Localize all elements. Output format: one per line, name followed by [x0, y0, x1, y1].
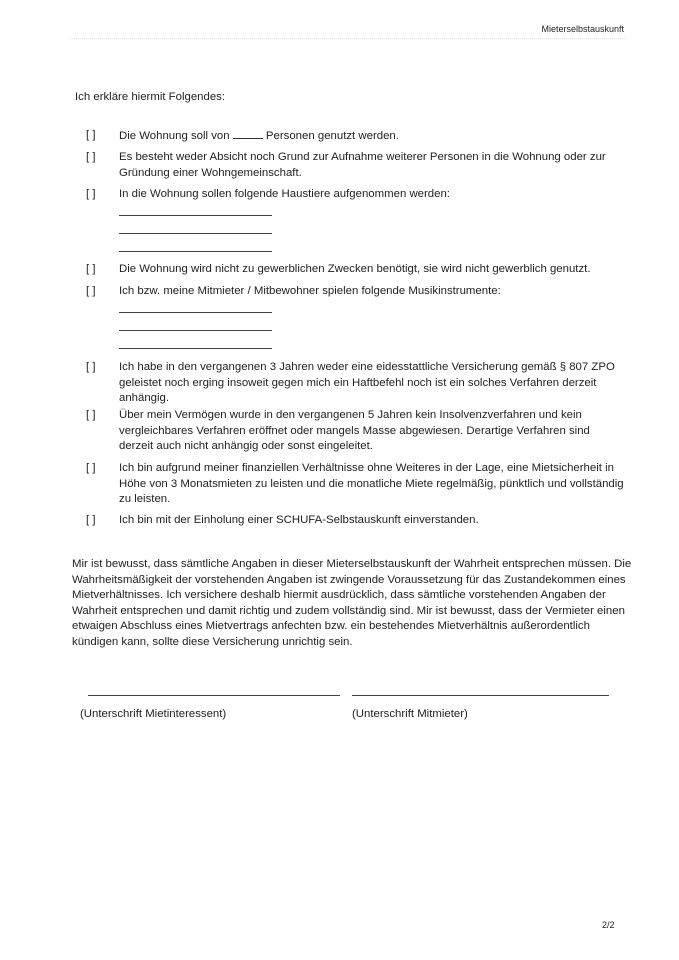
- intro-text: Ich erkläre hiermit Folgendes:: [75, 91, 226, 103]
- instruments-blank-line[interactable]: [119, 312, 272, 313]
- checkbox[interactable]: [ ]: [86, 188, 96, 200]
- checklist-item-persons: [86, 128, 626, 145]
- pets-blank-line[interactable]: [119, 233, 272, 234]
- item-text: Die Wohnung wird nicht zu gewerblichen Zwecken benötigt, sie wird nicht gewerblich genutzt.: [119, 263, 591, 275]
- checklist-item: [86, 513, 626, 529]
- persons-blank-field[interactable]: [233, 128, 263, 139]
- checklist-item-instruments: [86, 284, 626, 300]
- checkbox[interactable]: [ ]: [86, 151, 96, 163]
- pets-blank-line[interactable]: [119, 215, 272, 216]
- checklist-item: [86, 408, 626, 455]
- signature-line-cotenant[interactable]: [352, 695, 609, 696]
- signature-label-tenant: (Unterschrift Mietinteressent): [80, 708, 227, 720]
- checkbox[interactable]: [ ]: [86, 129, 96, 141]
- checkbox[interactable]: [ ]: [86, 361, 96, 373]
- checklist-item-pets: [86, 187, 626, 203]
- header-divider: [70, 38, 625, 39]
- pets-blank-line[interactable]: [119, 251, 272, 252]
- item-text: Ich bin mit der Einholung einer SCHUFA-Selbstauskunft einverstanden.: [119, 514, 479, 526]
- checkbox[interactable]: [ ]: [86, 285, 96, 297]
- signature-line-tenant[interactable]: [88, 695, 340, 696]
- instruments-blank-line[interactable]: [119, 330, 272, 331]
- page-number: 2/2: [602, 920, 615, 930]
- item-text: In die Wohnung sollen folgende Haustiere aufgenommen werden:: [119, 188, 450, 200]
- item-text: Es besteht weder Absicht noch Grund zur Aufnahme weiterer Personen in die Wohnung oder zur Gründung einer Wohngemeinschaft.: [119, 151, 606, 179]
- item-text: Ich habe in den vergangenen 3 Jahren weder eine eidesstattliche Versicherung gemäß § 807 ZPO geleistet noch erging insoweit gegen mich ein Haftbefehl noch ist ein solches Verfahren derzeit anhängig.: [119, 361, 615, 405]
- item-text: Ich bin aufgrund meiner finanziellen Verhältnisse ohne Weiteres in der Lage, eine Mietsicherheit in Höhe von 3 Monatsmieten zu leisten und die monatliche Miete regelmäßig, pünktlich und vollständig zu leisten.: [119, 462, 624, 506]
- checkbox[interactable]: [ ]: [86, 409, 96, 421]
- item-text: Personen genutzt werden.: [262, 130, 399, 142]
- declaration-paragraph: Mir ist bewusst, dass sämtliche Angaben in dieser Mieterselbstauskunft der Wahrheit entsprechen müssen. Die Wahrheitsmäßigkeit der vorstehenden Angaben ist zwingende Voraussetzung für das Zustandekommen eines Mietverhältnisses. Ich versichere deshalb hiermit ausdrücklich, dass sämtliche vorstehenden Angaben der Wahrheit entsprechen und damit richtig und zudem vollständig sind. Mir ist bewusst, dass der Vermieter einen etwaigen Abschluss eines Mietvertrags anfechten bzw. ein bestehendes Mietverhältnis außerordentlich kündigen kann, sollte diese Versicherung unrichtig sein.: [72, 558, 632, 648]
- checkbox[interactable]: [ ]: [86, 462, 96, 474]
- checkbox[interactable]: [ ]: [86, 263, 96, 275]
- checklist-item: [86, 150, 626, 181]
- header-title: Mieterselbstauskunft: [541, 24, 624, 34]
- item-text: Die Wohnung soll von: [119, 130, 233, 142]
- item-text: Über mein Vermögen wurde in den vergangenen 5 Jahren kein Insolvenzverfahren und kein vergleichbares Verfahren eröffnet oder mangels Masse abgewiesen. Derartige Verfahren sind derzeit auch nicht anhängig oder sonst eingeleitet.: [119, 409, 590, 453]
- checklist-item: [86, 461, 626, 508]
- checklist-item: [86, 262, 626, 278]
- signature-label-cotenant: (Unterschrift Mitmieter): [352, 708, 468, 720]
- checkbox[interactable]: [ ]: [86, 514, 96, 526]
- item-text: Ich bzw. meine Mitmieter / Mitbewohner spielen folgende Musikinstrumente:: [119, 285, 501, 297]
- checklist-item: [86, 360, 626, 407]
- instruments-blank-line[interactable]: [119, 348, 272, 349]
